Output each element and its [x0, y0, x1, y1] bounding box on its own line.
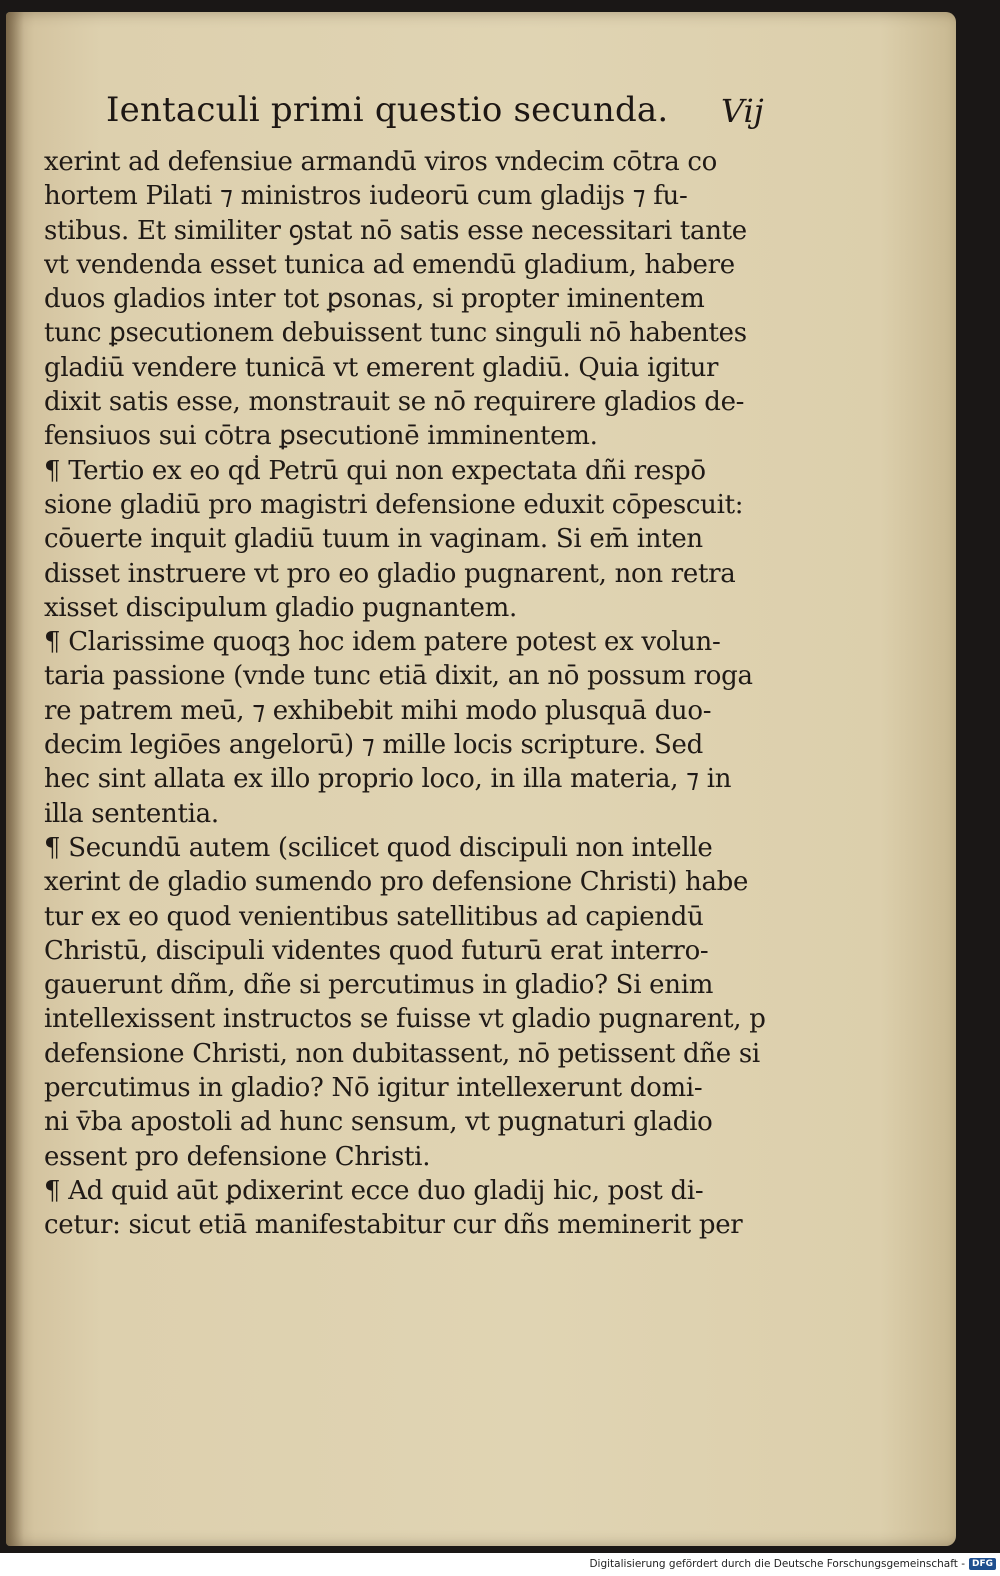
credit-text: Digitalisierung gefördert durch die Deutsche Forschungsgemeinschaft -	[589, 1558, 965, 1570]
page-header	[106, 90, 806, 140]
text-line: xisset discipulum gladio pugnantem.	[44, 592, 517, 623]
text-line: hortem Pilati ⁊ ministros iudeorū cum gladijs ⁊ fu-	[44, 181, 688, 212]
text-line: fensiuos sui cōtra ꝑsecutionē imminentem.	[44, 421, 598, 452]
text-line: xerint de gladio sumendo pro defensione Christi) habe	[44, 867, 749, 898]
text-line: decim legiōes angelorū) ⁊ mille locis scripture. Sed	[44, 730, 703, 761]
text-line: gladiū vendere tunicā vt emerent gladiū. Quia igitur	[44, 352, 719, 383]
text-line: Christū, discipuli videntes quod futurū erat interro-	[44, 935, 709, 966]
text-line: ¶ Tertio ex eo qḋ Petrū qui non expectata dñi respō	[44, 455, 706, 486]
text-line: gauerunt dñm, dñe si percutimus in gladio? Si enim	[44, 970, 714, 1001]
gutter-shadow	[6, 12, 24, 1546]
text-line: sione gladiū pro magistri defensione eduxit cōpescuit:	[44, 489, 744, 520]
text-line: duos gladios inter tot ꝑsonas, si propter iminentem	[44, 284, 705, 315]
text-line: defensione Christi, non dubitassent, nō petissent dñe si	[44, 1038, 760, 1069]
running-title: Ientaculi primi questio secunda.	[106, 90, 669, 130]
text-line: ni v̄ba apostoli ad hunc sensum, vt pugnaturi gladio	[44, 1107, 713, 1138]
text-line: intellexissent instructos se fuisse vt gladio pugnarent, p	[44, 1004, 766, 1035]
text-line: cetur: sicut etiā manifestabitur cur dñs meminerit per	[44, 1210, 743, 1241]
text-line: ¶ Clarissime quoqꝫ hoc idem patere potest ex volun-	[44, 627, 721, 658]
text-line: illa sententia.	[44, 798, 219, 829]
text-line: cōuerte inquit gladiū tuum in vaginam. Si em̄ inten	[44, 524, 703, 555]
text-line: tunc ꝑsecutionem debuissent tunc singuli nō habentes	[44, 318, 747, 349]
text-line: xerint ad defensiue armandū viros vndecim cōtra co	[44, 147, 718, 177]
folio-number: Vij	[721, 92, 764, 130]
text-line: stibus. Et similiter ꝯstat nō satis esse necessitari tante	[44, 215, 747, 246]
text-line: essent pro defensione Christi.	[44, 1141, 431, 1172]
text-line: re patrem meū, ⁊ exhibebit mihi modo plusquā duo-	[44, 695, 712, 726]
text-line: hec sint allata ex illo proprio loco, in illa materia, ⁊ in	[44, 764, 732, 795]
text-line: dixit satis esse, monstrauit se nō requirere gladios de-	[44, 387, 745, 418]
text-line: tur ex eo quod venientibus satellitibus ad capiendū	[44, 901, 704, 932]
text-line: vt vendenda esset tunica ad emendū gladium, habere	[44, 249, 735, 280]
text-line: disset instruere vt pro eo gladio pugnarent, non retra	[44, 558, 736, 589]
dfg-logo: DFG	[969, 1558, 996, 1570]
digitization-credit	[589, 1554, 996, 1574]
text-line: taria passione (vnde tunc etiā dixit, an nō possum roga	[44, 661, 753, 692]
text-line: percutimus in gladio? Nō igitur intellexerunt domi-	[44, 1073, 703, 1104]
text-line: ¶ Secundū autem (scilicet quod discipuli non intelle	[44, 832, 713, 863]
text-line: ¶ Ad quid aūt ꝑdixerint ecce duo gladij hic, post di-	[44, 1175, 704, 1206]
body-text	[44, 145, 784, 1243]
